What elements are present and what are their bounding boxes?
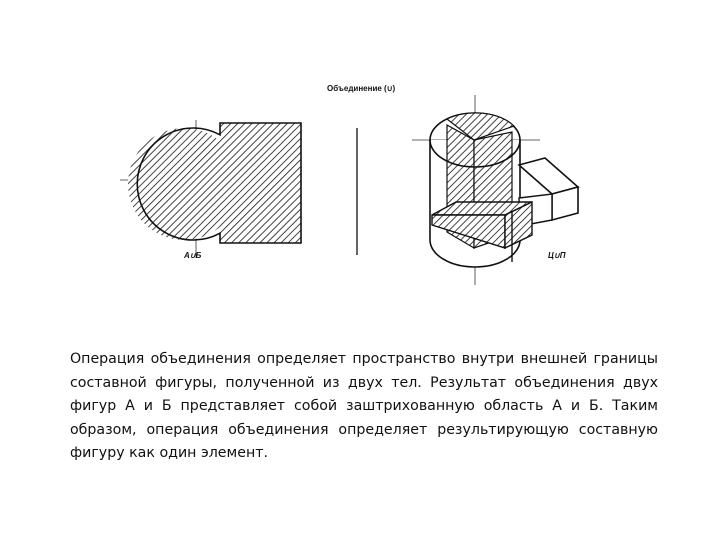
left-label: A∪Б bbox=[184, 251, 202, 260]
left-union-figure bbox=[120, 120, 301, 260]
right-label: Ц∪П bbox=[548, 251, 566, 260]
union-region bbox=[128, 123, 301, 243]
caption-text: Операция объединения определяет пространство внутри внешней границы составной фигуры, полученной из двух тел. Результат объединения двух фигур А и Б представляет собой заштрихованную область А и Б. Таким образом, операция объединения определяет результирующую составную фигуру как один элемент. bbox=[70, 351, 658, 461]
rectangle-b bbox=[220, 123, 301, 243]
figure-title: Объединение (∪) bbox=[327, 84, 396, 93]
right-union-figure bbox=[412, 95, 578, 285]
